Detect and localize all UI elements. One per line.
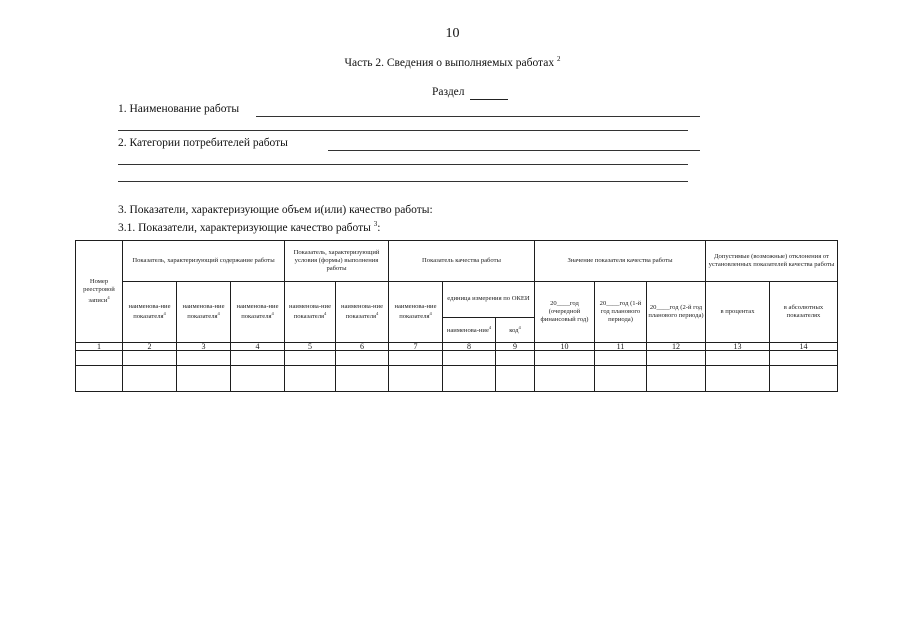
- header-year-current: 20____год (очередной финансовый год): [540, 299, 589, 324]
- header-condition-name-1-footnote: 4: [324, 310, 327, 316]
- column-number: 13: [733, 341, 742, 351]
- table-row[interactable]: [76, 366, 837, 391]
- header-okei-name: [443, 318, 495, 342]
- header-condition-name-1: [285, 282, 335, 342]
- header-registry-number-footnote: 4: [107, 294, 110, 300]
- header-condition-name-2-footnote: 4: [376, 310, 379, 316]
- table-row[interactable]: [76, 351, 837, 365]
- header-quality-indicator: Показатель качества работы: [422, 256, 501, 264]
- header-deviation-percent: в процентах: [720, 307, 755, 315]
- header-quality-values: Значение показателя качества работы: [567, 256, 673, 264]
- quality-indicators-table: [75, 240, 838, 392]
- header-indicator-name-2: [177, 282, 230, 342]
- header-allowed-deviations: Допустимые (возможные) отклонения от установленных показателей качества работы: [708, 252, 835, 268]
- work-name-label: 1. Наименование работы: [118, 103, 240, 115]
- header-content-indicator: Показатель, характеризующий содержание работы: [132, 256, 275, 264]
- header-condition-name-2-text: наименова-ние показателя: [340, 302, 384, 321]
- header-indicator-name-3-footnote: 4: [271, 310, 274, 316]
- column-number: 11: [616, 341, 625, 351]
- header-condition-name-2: [336, 282, 388, 342]
- column-number: 10: [560, 341, 569, 351]
- header-indicator-name-2-text: наименова-ние показателя: [182, 302, 225, 321]
- consumer-categories-field-line3[interactable]: [118, 181, 688, 182]
- header-indicator-name-2-footnote: 4: [217, 310, 220, 316]
- header-registry-number-text: Номер реестровой записи: [83, 278, 115, 304]
- column-number: 5: [308, 341, 312, 351]
- header-deviation-absolute: в абсолютных показателях: [783, 303, 824, 319]
- header-okei-name-text: наименова-ние: [446, 326, 489, 334]
- quality-subheading-footnote: 3: [373, 220, 378, 228]
- consumer-categories-field-line2[interactable]: [118, 164, 688, 165]
- consumer-categories-label: 2. Категории потребителей работы: [118, 137, 288, 149]
- header-year-plan-2: 20____год (2-й год планового периода): [648, 303, 704, 319]
- header-okei-code: [496, 318, 534, 342]
- column-number: 6: [360, 341, 364, 351]
- part-title-text: Часть 2. Сведения о выполняемых работах: [344, 56, 555, 69]
- header-conditions-indicator: Показатель, характеризующий условия (формы) выполнения работы: [293, 248, 380, 273]
- header-quality-name: [389, 282, 442, 342]
- column-number: 8: [467, 341, 471, 351]
- column-number: 9: [513, 341, 517, 351]
- header-indicator-name-3: [231, 282, 284, 342]
- quality-subheading-text: 3.1. Показатели, характеризующие качество работы: [118, 221, 371, 234]
- section-number-blank[interactable]: [470, 99, 508, 100]
- header-okei-code-footnote: 4: [518, 324, 521, 330]
- header-indicator-name-1: [123, 282, 176, 342]
- column-number: 1: [97, 341, 101, 351]
- table-border-right: [837, 240, 838, 392]
- column-number: 14: [799, 341, 808, 351]
- header-registry-number: [76, 241, 122, 342]
- work-name-field[interactable]: [256, 116, 700, 117]
- header-indicator-name-1-footnote: 4: [163, 310, 166, 316]
- table-border-bottom: [75, 391, 838, 392]
- column-number: 2: [147, 341, 152, 351]
- page-number: 10: [445, 26, 460, 41]
- header-indicator-name-3-text: наименова-ние показателя: [236, 302, 279, 321]
- header-okei-name-footnote: 4: [488, 324, 492, 330]
- header-quality-name-footnote: 4: [429, 310, 432, 316]
- header-indicator-name-1-text: наименова-ние показателя: [128, 302, 171, 321]
- header-year-plan-1: 20____год (1-й год планового периода): [599, 299, 642, 324]
- work-name-field-continuation[interactable]: [118, 130, 688, 131]
- consumer-categories-field[interactable]: [328, 150, 700, 151]
- column-number: 3: [201, 341, 206, 351]
- quality-subheading-suffix: :: [377, 221, 381, 234]
- column-number: 4: [255, 341, 260, 351]
- part-title: [0, 55, 905, 69]
- column-number: 7: [413, 341, 418, 351]
- part-title-footnote: 2: [556, 55, 561, 63]
- indicators-heading: 3. Показатели, характеризующие объем и(или) качество работы:: [118, 204, 433, 216]
- quality-subheading: [118, 220, 380, 234]
- header-okei-unit: единица измерения по ОКЕИ: [447, 295, 530, 303]
- header-okei-code-text: код: [509, 326, 519, 334]
- column-number: 12: [672, 341, 680, 351]
- header-condition-name-1-text: наименова-ние показателя: [288, 302, 332, 321]
- header-quality-name-text: наименова-ние показателя: [394, 302, 437, 321]
- section-label: Раздел: [432, 86, 465, 98]
